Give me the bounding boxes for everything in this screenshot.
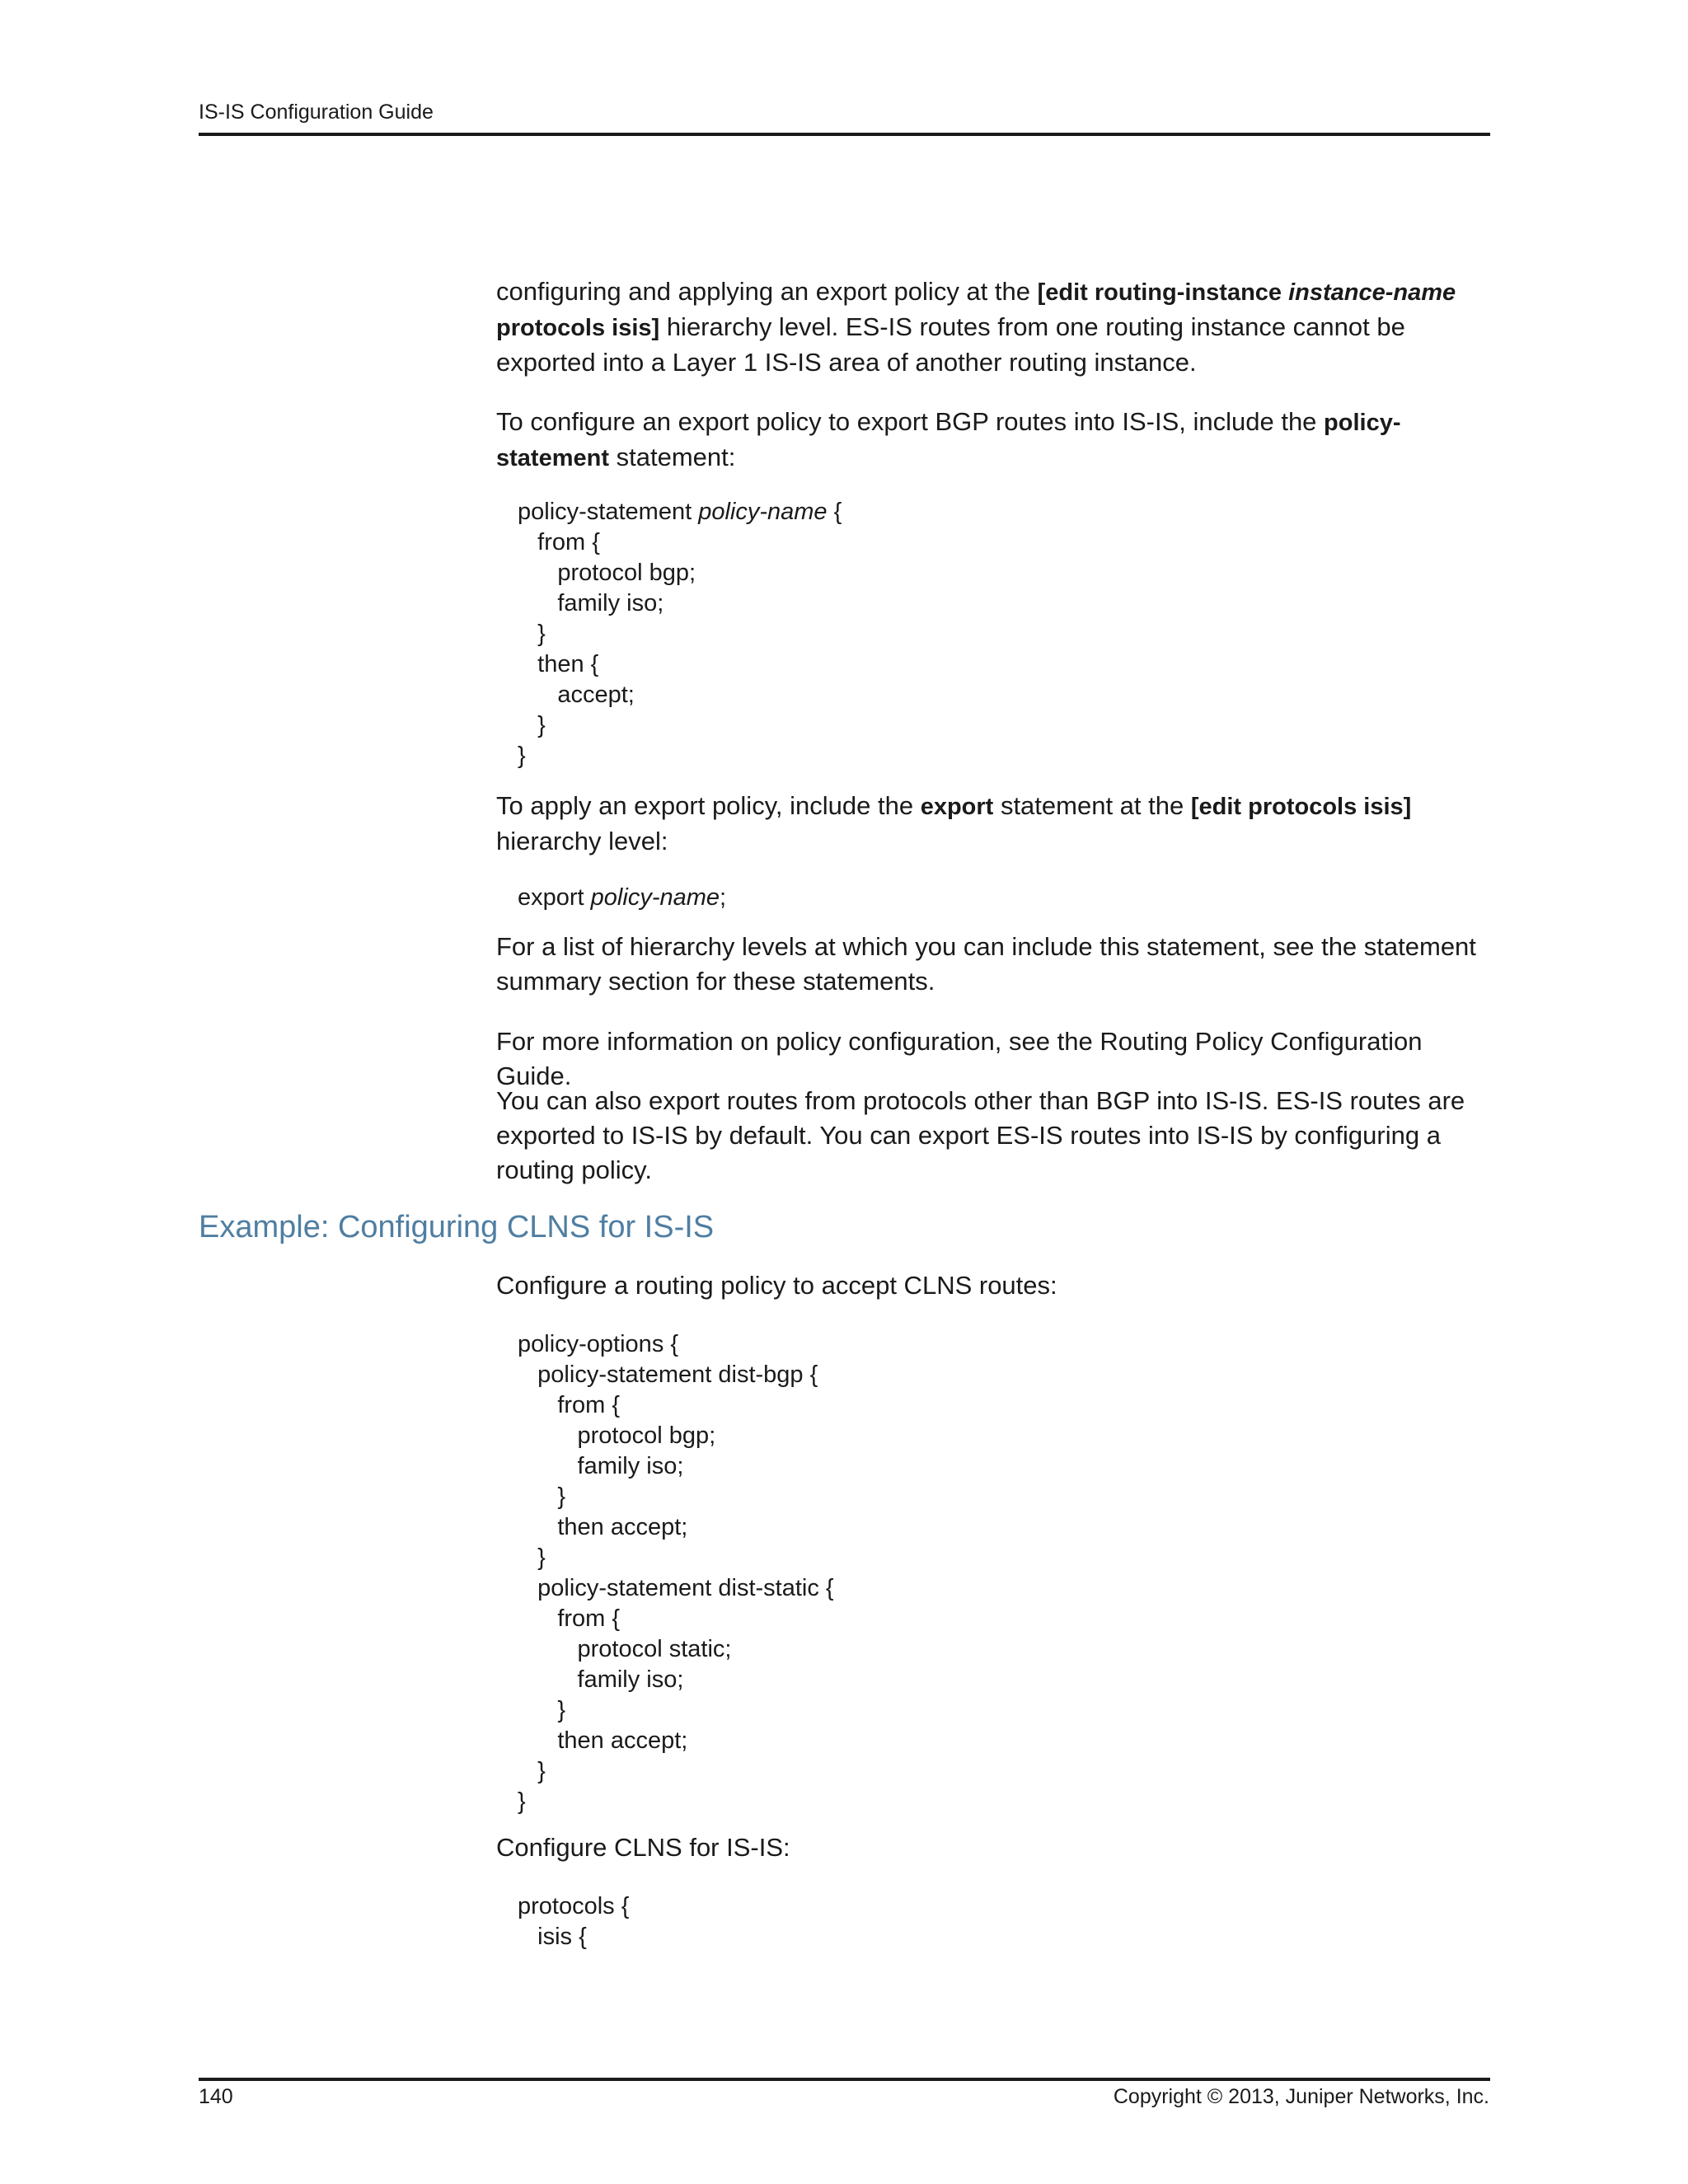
running-header: IS-IS Configuration Guide <box>199 101 434 124</box>
code-policy-statement: policy-statement policy-name { from { protocol bgp; family iso; } then { accept; } } <box>518 499 842 769</box>
code-export-statement: export policy-name; <box>518 884 727 911</box>
code-policy-options: policy-options { policy-statement dist-bgp { from { protocol bgp; family iso; } then accept; } policy-statement dist-static { from { protocol static; family iso; } then accept; } } <box>518 1331 834 1815</box>
paragraph-routing-policy: Configure a routing policy to accept CLNS routes: <box>496 1271 1057 1300</box>
paragraph-export-policy-intro: configuring and applying an export policy at the [edit routing-instance instance-name protocols isis] hierarchy level. ES-IS routes from one routing instance cannot be exported into a Layer 1 IS-IS area of another routing instance. <box>496 277 1456 377</box>
paragraph-apply-export-policy: To apply an export policy, include the export statement at the [edit protocols isis] hierarchy level: <box>496 791 1412 855</box>
copyright: Copyright © 2013, Juniper Networks, Inc. <box>1113 2085 1489 2108</box>
section-heading: Example: Configuring CLNS for IS-IS <box>199 1210 715 1244</box>
paragraph-configure-export-policy: To configure an export policy to export BGP routes into IS-IS, include the policy-statement statement: <box>496 407 1401 471</box>
paragraph-export-other-protocols: You can also export routes from protocols other than BGP into IS-IS. ES-IS routes are exported to IS-IS by default. You can export ES-IS routes into IS-IS by configuring a routing policy. <box>496 1086 1465 1184</box>
footer-rule <box>199 2078 1490 2081</box>
paragraph-hierarchy-levels: For a list of hierarchy levels at which you can include this statement, see the statement summary section for these statements. <box>496 932 1476 996</box>
paragraph-configure-clns: Configure CLNS for IS-IS: <box>496 1833 790 1862</box>
page-number: 140 <box>199 2085 233 2108</box>
code-protocols: protocols { isis { <box>518 1893 630 1950</box>
paragraph-more-information: For more information on policy configuration, see the Routing Policy Configuration Guide. <box>496 1027 1423 1090</box>
header-rule <box>199 133 1490 136</box>
